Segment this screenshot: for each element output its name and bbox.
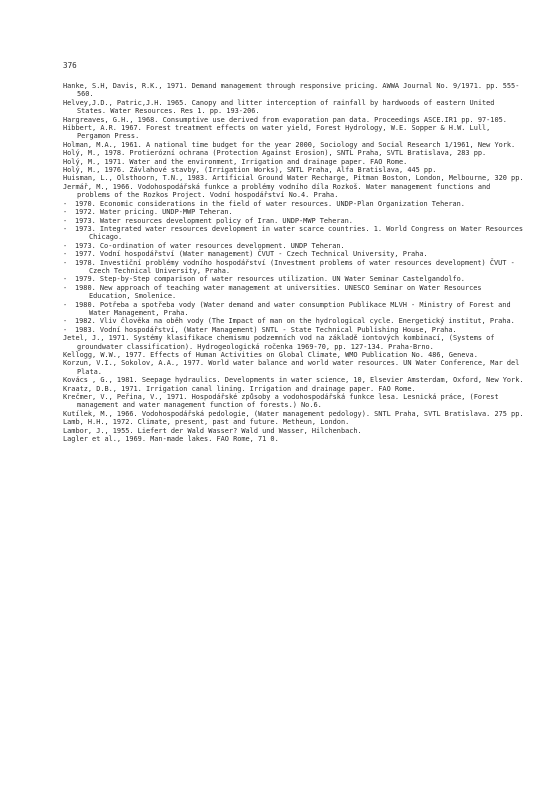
page-number: 376	[63, 61, 77, 70]
reference-dash: -	[63, 325, 68, 334]
reference-dash: -	[63, 199, 68, 208]
reference-entry	[63, 435, 525, 443]
reference-dash: -	[63, 224, 68, 233]
reference-text: 1977. Vodní hospodářství (Water management) ČVUT - Czech Technical University, Praha.	[75, 250, 428, 259]
reference-text: Holman, M.A., 1961. A national time budget for the year 2000, Sociology and Social Research 1/1961, New York.	[63, 140, 516, 149]
reference-entry	[63, 250, 525, 258]
reference-text: Kovács , G., 1981. Seepage hydraulics. Developments in water science, 10, Elsevier Amsterdam, Oxford, New York.	[63, 376, 524, 385]
reference-dash: -	[63, 300, 68, 309]
reference-entry	[63, 385, 525, 393]
reference-text: 1973. Co-ordination of water resources development. UNDP Teheran.	[75, 241, 345, 250]
reference-entry	[63, 376, 525, 384]
reference-text: 1973. Water resources development policy of Iran. UNDP-MWP Teheran.	[75, 216, 353, 225]
reference-entry	[63, 208, 525, 216]
reference-entry	[63, 317, 525, 325]
reference-text: 1983. Vodní hospodářství, (Water Management) SNTL - State Technical Publishing House, Praha.	[75, 325, 457, 334]
reference-text: 1979. Step-by-Step comparison of water resources utilization. UN Water Seminar Castelgandolfo.	[75, 275, 465, 284]
reference-entry	[63, 410, 525, 418]
reference-text: 1970. Economic considerations in the field of water resources. UNDP-Plan Organization Teheran.	[75, 199, 465, 208]
reference-text: Helvey,J.D., Patric,J.H. 1965. Canopy and litter interception of rainfall by hardwoods of eastern United States. Water Resources. Res 1. pp. 193-206.	[63, 98, 495, 116]
reference-text: 1980. New approach of teaching water management at universities. UNESCO Seminar on Water Resources Education, Smolenice.	[75, 283, 482, 301]
reference-entry	[63, 301, 525, 318]
reference-list	[63, 82, 525, 443]
reference-dash: -	[63, 250, 68, 259]
reference-entry	[63, 242, 525, 250]
reference-entry	[63, 284, 525, 301]
reference-text: Lambor, J., 1955. Liefert der Wald Wasser? Wald und Wasser, Hilchenbach.	[63, 426, 362, 435]
reference-dash: -	[63, 216, 68, 225]
document-page	[63, 61, 525, 443]
reference-text: Huisman, L., Olsthoorn, T.N., 1983. Artificial Ground Water Recharge, Pitman Boston, London, Melbourne, 320 pp.	[63, 174, 524, 183]
reference-entry	[63, 116, 525, 124]
reference-dash: -	[63, 317, 68, 326]
reference-entry	[63, 351, 525, 359]
reference-text: Holý, M., 1978. Protierózní ochrana (Protection Against Erosion), SNTL Praha, SVTL Bratislava, 283 pp.	[63, 149, 487, 158]
reference-entry	[63, 183, 525, 200]
reference-text: Krečmer, V., Peřina, V., 1971. Hospodářské způsoby a vodohospodářská funkce lesa. Lesnická práce, (Forest management and water management function of forests.) No.6.	[63, 393, 499, 410]
reference-entry	[63, 259, 525, 276]
reference-text: Jermář, M., 1966. Vodohospodářská funkce a problémy vodního díla Rozkoš. Water management functions and problems of the Rozkos Project. Vodní hospodářství No.4. Praha.	[63, 182, 491, 200]
reference-text: Kellogg, W.W., 1977. Effects of Human Activities on Global Climate, WMO Publication No. 486, Geneva.	[63, 351, 478, 359]
reference-entry	[63, 275, 525, 283]
reference-text: Jetel, J., 1971. Systémy klasifikace chemismu podzemních vod na základě iontových kombinací, (Systems of groundwater classification). Hydrogeologická ročenka 1969-70, pp. 127-134. Praha-Brno.	[63, 334, 495, 351]
reference-entry	[63, 217, 525, 225]
reference-text: Kutílek, M., 1966. Vodohospodářská pedologie, (Water management pedology). SNTL Praha, SVTL Bratislava. 275 pp.	[63, 409, 524, 418]
reference-dash: -	[63, 275, 68, 284]
reference-entry	[63, 124, 525, 141]
reference-entry	[63, 427, 525, 435]
reference-entry	[63, 99, 525, 116]
reference-text: Korzun, V.I., Sokolov, A.A., 1977. World water balance and world water resources. UN Water Conference, Mar del Plata.	[63, 359, 520, 376]
reference-entry	[63, 200, 525, 208]
reference-text: Hargreaves, G.H., 1968. Consumptive use derived from evaporation pan data. Proceedings ASCE.IR1 pp. 97-105.	[63, 115, 507, 124]
reference-text: 1980. Potřeba a spotřeba vody (Water demand and water consumption Publikace MLVH - Ministry of Forest and Water Management, Praha.	[75, 300, 511, 317]
reference-text: Holý, M., 1976. Závlahové stavby, (Irrigation Works), SNTL Praha, Alfa Bratislava, 445 pp.	[63, 166, 437, 175]
reference-text: 1973. Integrated water resources development in water scarce countries. 1. World Congress on Water Resources Chicago.	[75, 224, 524, 242]
reference-entry	[63, 149, 525, 157]
reference-entry	[63, 174, 525, 182]
reference-entry	[63, 326, 525, 334]
reference-entry	[63, 225, 525, 242]
reference-entry	[63, 82, 525, 99]
reference-text: Hibbert, A.R. 1967. Forest treatment effects on water yield, Forest Hydrology, W.E. Sopper & H.W. Lull, Pergamon Press.	[63, 124, 491, 141]
reference-dash: -	[63, 241, 68, 250]
reference-text: Hanke, S.H, Davis, R.K., 1971. Demand management through responsive pricing. AWWA Journal No. 9/1971. pp. 555-560.	[63, 82, 520, 99]
reference-text: Lagler et al., 1969. Man-made lakes. FAO Rome, 71 0.	[63, 435, 279, 444]
reference-text: Holý, M., 1971. Water and the environment, Irrigation and drainage paper. FAO Rome.	[63, 157, 408, 166]
reference-text: 1978. Investiční problémy vodního hospodářství (Investment problems of water resources development) ČVUT - Czech Technical University, Praha.	[75, 258, 515, 275]
reference-text: 1972. Water pricing. UNDP-MWP Teheran.	[75, 208, 233, 217]
reference-text: 1982. Vliv člověka na oběh vody (The Impact of man on the hydrological cycle. Energetický institut, Praha.	[75, 317, 515, 326]
reference-dash: -	[63, 283, 68, 292]
reference-entry	[63, 141, 525, 149]
reference-entry	[63, 158, 525, 166]
reference-text: Kraatz, D.B., 1971. Irrigation canal lining. Irrigation and drainage paper. FAO Rome.	[63, 384, 416, 393]
reference-entry	[63, 334, 525, 351]
reference-text: Lamb, H.H., 1972. Climate, present, past and future. Metheun, London.	[63, 418, 350, 427]
reference-entry	[63, 418, 525, 426]
reference-dash: -	[63, 258, 68, 267]
reference-dash: -	[63, 208, 68, 217]
reference-entry	[63, 359, 525, 376]
reference-entry	[63, 166, 525, 174]
reference-entry	[63, 393, 525, 410]
